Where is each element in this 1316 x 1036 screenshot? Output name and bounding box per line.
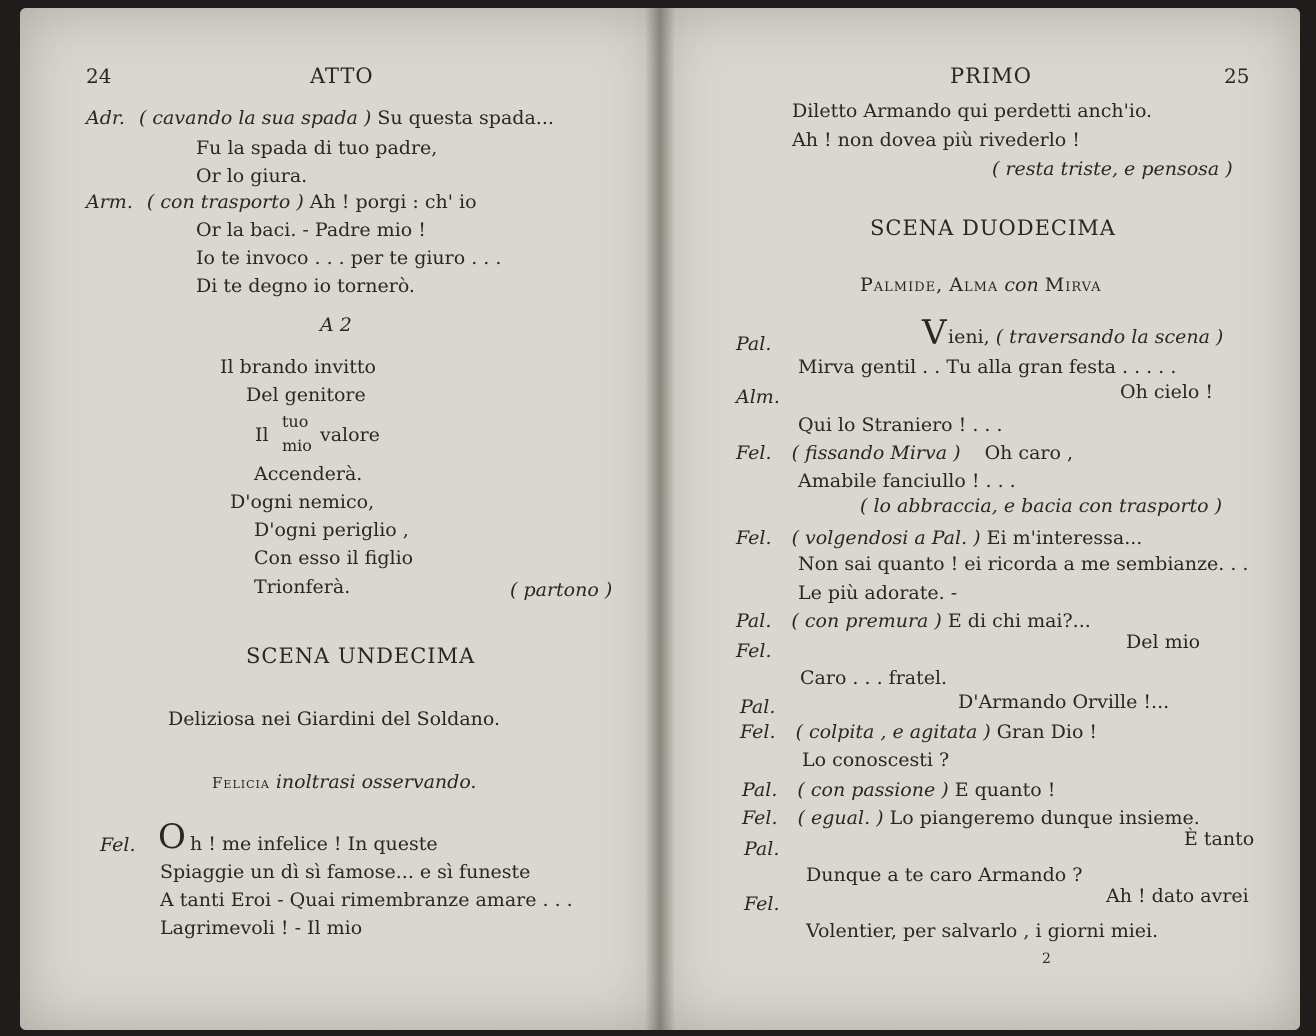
speaker-label: Pal. — [736, 333, 772, 355]
a-due-heading: A 2 — [320, 314, 352, 336]
verse-text: ieni, — [948, 326, 990, 348]
verse-line: Del mio — [1126, 631, 1201, 653]
verse-line — [740, 723, 1097, 742]
stage-direction — [212, 773, 476, 792]
verse-text: E quanto ! — [954, 779, 1056, 801]
speaker-label: Fel. — [744, 893, 780, 915]
verse-line — [86, 193, 477, 212]
running-head: ATTO — [310, 64, 374, 88]
page-number: 24 — [86, 64, 112, 88]
scene-title: SCENA DUODECIMA — [870, 216, 1116, 240]
drop-capital: V — [922, 313, 947, 353]
verse-line: Or la baci. - Padre mio ! — [196, 219, 426, 241]
speaker-label: Arm. — [86, 191, 133, 213]
character-name: Mirva — [1044, 274, 1102, 296]
verse-line: Spiaggie un dì sì famose... e sì funeste — [160, 861, 531, 883]
book-gutter — [645, 8, 675, 1030]
stage-direction: ( con premura ) — [791, 610, 942, 632]
verse-line: Di te degno io tornerò. — [196, 275, 415, 297]
verse-line — [736, 444, 1073, 463]
speaker-label: Adr. — [86, 107, 125, 129]
stage-direction: ( cavando la sua spada ) — [138, 107, 372, 129]
verse-line: Or lo giura. — [196, 165, 308, 187]
valore-word: valore — [320, 424, 380, 446]
verse-line: Mirva gentil . . Tu alla gran festa . . . . . — [798, 356, 1177, 378]
verse-line: Qui lo Straniero ! . . . — [798, 414, 1003, 436]
page-number: 25 — [1224, 64, 1250, 88]
verse-text: Su questa spada... — [377, 107, 554, 129]
right-page — [660, 8, 1300, 1030]
verse-line: Oh cielo ! — [1120, 381, 1214, 403]
verse-line — [736, 529, 1142, 548]
duet-line: Con esso il figlio — [254, 547, 414, 569]
speaker-label: Fel. — [740, 721, 776, 743]
stage-direction: ( traversando la scena ) — [995, 326, 1224, 348]
verse-text: Ei m'interessa... — [986, 527, 1143, 549]
verse-text: E di chi mai?... — [947, 610, 1091, 632]
left-page — [20, 8, 660, 1030]
speaker-label: Fel. — [736, 527, 772, 549]
verse-line — [86, 109, 554, 128]
verse-line: Diletto Armando qui perdetti anch'io. — [792, 100, 1153, 122]
stage-direction: ( con trasporto ) — [146, 191, 304, 213]
speaker-label: Fel. — [100, 834, 136, 856]
verse-text: Lo piangeremo dunque insieme. — [889, 807, 1200, 829]
duet-line: Trionferà. — [254, 576, 351, 598]
verse-line: D'Armando Orville !... — [958, 691, 1170, 713]
stage-direction: ( fissando Mirva ) — [791, 442, 961, 464]
stage-direction: ( partono ) — [510, 579, 613, 601]
stage-direction: ( volgendosi a Pal. ) — [791, 527, 981, 549]
valore-tuo: tuo — [282, 412, 309, 431]
stage-direction: ( con passione ) — [797, 779, 949, 801]
verse-line: Lagrimevoli ! - Il mio — [160, 917, 363, 939]
drop-capital: O — [158, 817, 186, 857]
duet-line: Il brando invitto — [220, 356, 376, 378]
verse-line: È tanto — [1184, 828, 1255, 850]
speaker-label: Pal. — [742, 779, 778, 801]
speaker-label: Fel. — [736, 640, 772, 662]
duet-line: D'ogni nemico, — [230, 491, 375, 513]
speaker-label: Fel. — [736, 442, 772, 464]
valore-il: Il — [255, 424, 269, 446]
stage-direction: ( lo abbraccia, e bacia con trasporto ) — [860, 495, 1223, 517]
direction-text: inoltrasi osservando. — [275, 771, 477, 793]
verse-line — [742, 781, 1055, 800]
verse-line — [736, 612, 1091, 631]
scene-title: SCENA UNDECIMA — [246, 644, 476, 668]
stage-direction: ( colpita , e agitata ) — [795, 721, 991, 743]
character-name: Felicia — [212, 774, 270, 792]
signature-mark: 2 — [1042, 951, 1051, 967]
verse-line: h ! me infelice ! In queste — [190, 833, 438, 855]
verse-line: Caro . . . fratel. — [800, 667, 948, 689]
verse-line: Non sai quanto ! ei ricorda a me sembianze. . . — [798, 553, 1249, 575]
verse-text: Oh caro , — [984, 442, 1074, 464]
verse-line — [948, 328, 1223, 347]
verse-line: Io te invoco . . . per te giuro . . . — [196, 247, 502, 269]
duet-line: Accenderà. — [254, 463, 363, 485]
speaker-label: Alm. — [736, 386, 780, 408]
verse-line: Ah ! non dovea più rivederlo ! — [792, 129, 1080, 151]
verse-line: Volentier, per salvarlo , i giorni miei. — [806, 920, 1159, 942]
character-name: Alma — [949, 274, 999, 296]
verse-line: Lo conoscesti ? — [802, 749, 950, 771]
speaker-label: Pal. — [740, 696, 776, 718]
duet-line: Del genitore — [246, 384, 366, 406]
verse-line: Amabile fanciullo ! . . . — [798, 470, 1016, 492]
speaker-label: Pal. — [736, 610, 772, 632]
stage-direction: ( resta triste, e pensosa ) — [992, 158, 1233, 180]
character-name: Palmide, — [860, 274, 944, 296]
verse-line: Le più adorate. - — [798, 582, 958, 604]
verse-line: A tanti Eroi - Quai rimembranze amare . . . — [160, 889, 573, 911]
verse-line: Fu la spada di tuo padre, — [196, 137, 438, 159]
verse-text: Ah ! porgi : ch' io — [309, 191, 477, 213]
valore-mio: mio — [282, 436, 312, 455]
verse-line: Dunque a te caro Armando ? — [806, 864, 1083, 886]
running-head: PRIMO — [950, 64, 1032, 88]
verse-line: Ah ! dato avrei — [1106, 885, 1249, 907]
verse-text: Gran Dio ! — [996, 721, 1098, 743]
speaker-label: Pal. — [744, 838, 780, 860]
scene-setting: Deliziosa nei Giardini del Soldano. — [168, 708, 501, 730]
speaker-label: Fel. — [742, 807, 778, 829]
characters-line — [860, 276, 1102, 295]
duet-line: D'ogni periglio , — [254, 519, 409, 541]
conjunction: con — [1004, 274, 1039, 296]
stage-direction: ( egual. ) — [797, 807, 884, 829]
verse-line — [742, 809, 1200, 828]
